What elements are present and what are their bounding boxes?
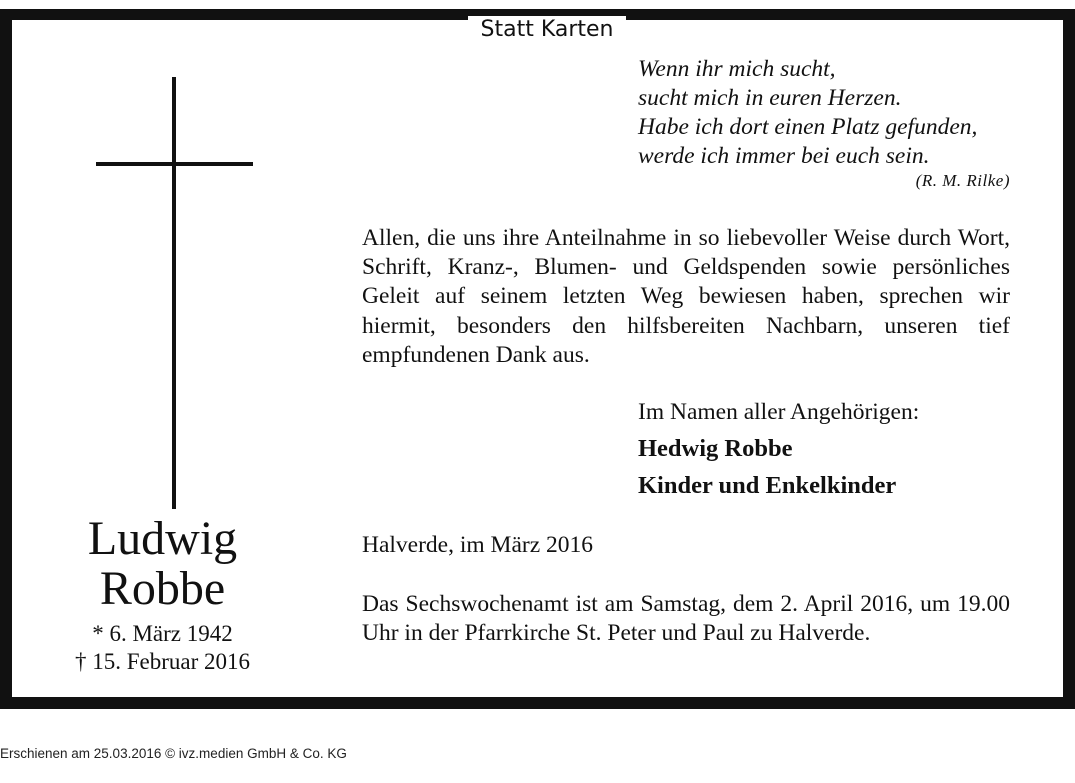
deceased-first-name: Ludwig — [87, 512, 238, 565]
poem-line: sucht mich in euren Herzen. — [638, 85, 902, 111]
place-date: Halverde, im März 2016 — [362, 532, 594, 558]
publication-credit: Erschienen am 25.03.2016 © ivz.medien GmbH & Co. KG — [0, 746, 347, 761]
birth-date: * 6. März 1942 — [92, 621, 233, 646]
poem-author: (R. M. Rilke) — [915, 171, 1010, 190]
death-date: † 15. Februar 2016 — [74, 649, 251, 674]
poem-line: Habe ich dort einen Platz gefunden, — [638, 114, 978, 140]
poem — [638, 55, 1010, 171]
signer-family: Kinder und Enkelkinder — [638, 472, 897, 499]
signoff-intro: Im Namen aller Angehörigen: — [638, 399, 920, 425]
cross-icon-horizontal-bar — [96, 162, 253, 166]
service-announcement: Das Sechswochenamt ist am Samstag, dem 2. April 2016, um 19.00 Uhr in der Pfarrkirche St. Peter und Paul zu Halverde. — [362, 591, 1010, 647]
header-label: Statt Karten — [468, 16, 626, 46]
poem-line: Wenn ihr mich sucht, — [638, 56, 836, 82]
thanks-paragraph: Allen, die uns ihre Anteilnahme in so liebevoller Weise durch Wort, Schrift, Kranz-, Blumen- und Geldspenden sowie persönliches Geleit auf seinem letzten Weg bewiesen haben, sprechen wir hiermit, besonders den hilfsbereiten Nachbarn, unseren tief empfundenen Dank aus. — [362, 225, 1010, 368]
deceased-last-name: Robbe — [99, 562, 226, 615]
poem-line: werde ich immer bei euch sein. — [638, 143, 930, 169]
signer-name: Hedwig Robbe — [638, 435, 793, 462]
cross-icon-vertical-bar — [172, 77, 176, 509]
